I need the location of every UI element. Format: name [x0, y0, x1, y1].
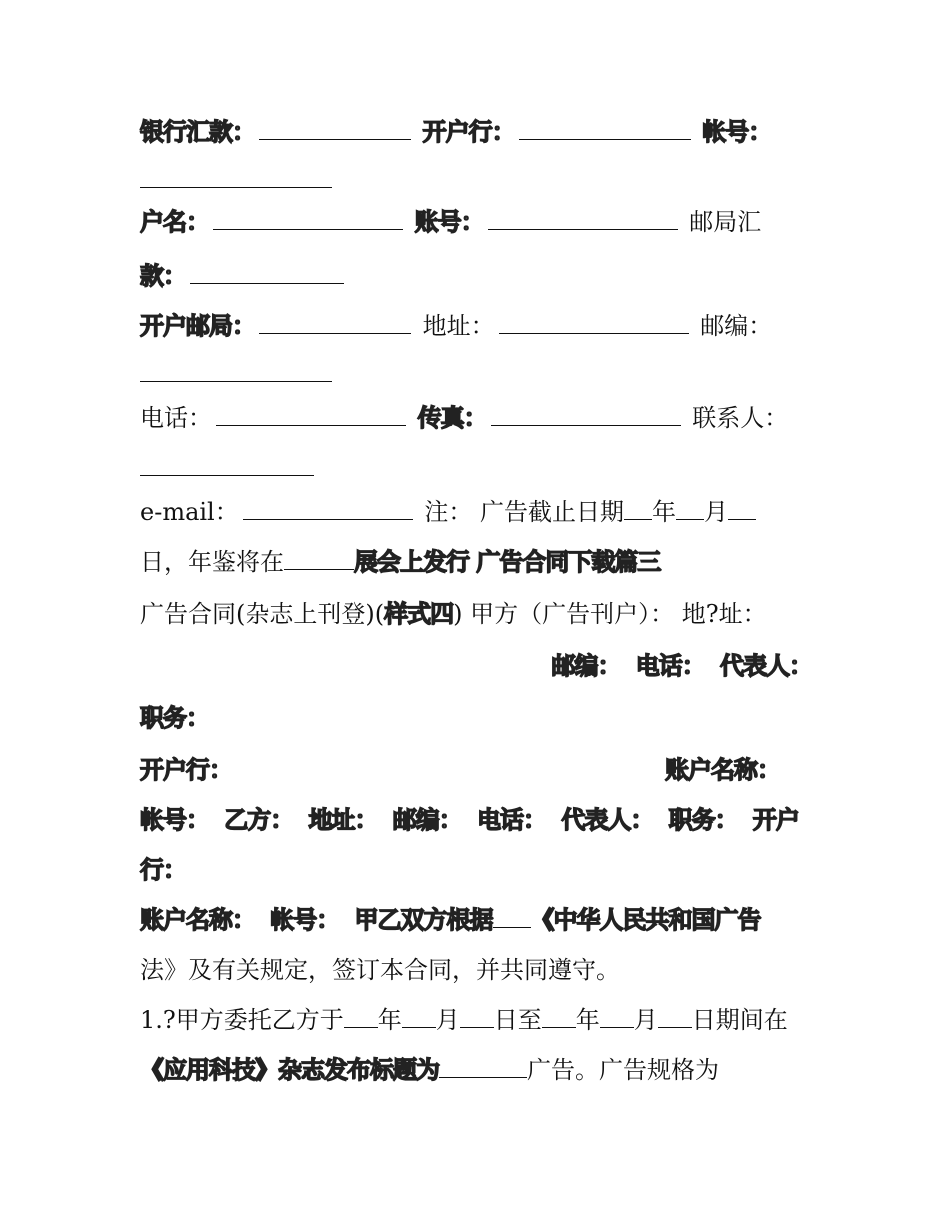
position-label: 职务： [140, 704, 209, 732]
basis-text: 甲乙双方根据 [354, 906, 493, 934]
blank [213, 207, 403, 230]
account-name-label: 账户名称： [140, 906, 255, 934]
year-label: 年 [575, 1006, 600, 1034]
payment-line-2 [140, 164, 812, 196]
party-b-line [140, 804, 812, 836]
month-label: 月 [435, 1006, 460, 1034]
representative-label: 代表人： [720, 652, 812, 680]
blank [344, 1005, 378, 1028]
blank [259, 311, 411, 334]
ad-spec-text: 广告。广告规格为 [527, 1056, 719, 1084]
payment-line-7 [140, 402, 812, 434]
contract-title-line [140, 598, 812, 630]
account-name-label: 户名： [140, 208, 209, 236]
basis-line [140, 904, 812, 936]
blank [600, 1005, 634, 1028]
expo-heading: 展会上发行 广告合同下载篇三 [354, 548, 661, 576]
post-office-label: 开户邮局： [140, 312, 255, 340]
position-label: 职务： [668, 806, 738, 834]
account-no-label: 帐号： [270, 906, 340, 934]
style-four: 样式四 [384, 600, 454, 628]
email-line [140, 496, 812, 528]
day-text: 日，年鉴将在 [140, 548, 284, 576]
postcode-label: 邮编： [700, 312, 773, 340]
kuan-label: 款： [140, 262, 186, 290]
postcode-label: 邮编： [392, 806, 462, 834]
position-line [140, 702, 812, 734]
day-to-label: 日至 [493, 1006, 542, 1034]
account-name-label: 账户名称： [665, 756, 780, 784]
blank [439, 1055, 527, 1078]
law-title: 《中华人民共和国广告 [530, 906, 761, 934]
blank [216, 403, 406, 426]
bank-open-label: 开户行： [422, 118, 515, 146]
bank-label-end: 行： [140, 856, 186, 884]
party-a-contact-line [140, 650, 812, 682]
blank [499, 311, 689, 334]
postcode-label: 邮编： [551, 652, 621, 680]
contact-label: 联系人： [692, 404, 789, 432]
phone-label: 电话： [477, 806, 547, 834]
blank [243, 497, 413, 520]
year-label: 年 [377, 1006, 402, 1034]
fax-label: 传真： [417, 404, 487, 432]
account-no-label: 帐号： [140, 806, 209, 834]
payment-line-3 [140, 206, 812, 238]
blank [493, 905, 531, 928]
account-label: 账号： [414, 208, 484, 236]
payment-line-8 [140, 452, 812, 484]
payment-line-1 [140, 116, 812, 148]
blank [488, 207, 678, 230]
bank-label-start: 开户 [752, 806, 799, 834]
address-label: 地址： [308, 806, 378, 834]
blank [460, 1005, 494, 1028]
payment-line-5 [140, 310, 812, 342]
contract-title-prefix: 广告合同(杂志上刊登)( [140, 600, 385, 628]
period-label: 日期间在 [691, 1006, 788, 1034]
bank-remit-label: 银行汇款： [140, 118, 255, 146]
blank [728, 497, 756, 520]
month-label: 月 [704, 498, 729, 526]
year-label: 年 [652, 498, 677, 526]
blank [284, 547, 354, 570]
blank [676, 497, 704, 520]
clause-1-line [140, 1004, 812, 1036]
magazine-title: 《应用科技》杂志发布标题为 [140, 1056, 439, 1084]
blank [140, 359, 332, 382]
yearbook-line [140, 546, 812, 578]
bank-line [140, 754, 812, 786]
blank [542, 1005, 576, 1028]
law-line [140, 954, 812, 986]
phone-label: 电话： [635, 652, 705, 680]
representative-label: 代表人： [561, 806, 654, 834]
payment-line-4 [140, 260, 812, 292]
party-a-contact [551, 650, 812, 682]
account-no-label: 帐号： [702, 118, 772, 146]
month-label: 月 [633, 1006, 658, 1034]
blank [140, 165, 332, 188]
address-label: 地址： [422, 312, 495, 340]
blank [491, 403, 681, 426]
bank-label: 开户行： [140, 756, 232, 784]
post-remit-label: 邮局汇 [689, 208, 762, 236]
blank [624, 497, 652, 520]
blank [190, 261, 344, 284]
payment-line-6 [140, 358, 812, 390]
law-text: 法》及有关规定，签订本合同，并共同遵守。 [140, 956, 620, 984]
blank [658, 1005, 692, 1028]
party-a-text: ) 甲方（广告刊户）： 地?址： [453, 600, 767, 628]
blank [259, 117, 411, 140]
bank-line-end [140, 854, 812, 886]
blank [519, 117, 691, 140]
blank [402, 1005, 436, 1028]
email-label: e-mail： [140, 498, 239, 526]
clause-1-cont-line [140, 1054, 812, 1086]
blank [140, 453, 314, 476]
phone-label: 电话： [140, 404, 212, 432]
clause-1-text: 1.?甲方委托乙方于 [140, 1006, 344, 1034]
party-b-label: 乙方： [224, 806, 294, 834]
deadline-note: 注： 广告截止日期 [424, 498, 625, 526]
